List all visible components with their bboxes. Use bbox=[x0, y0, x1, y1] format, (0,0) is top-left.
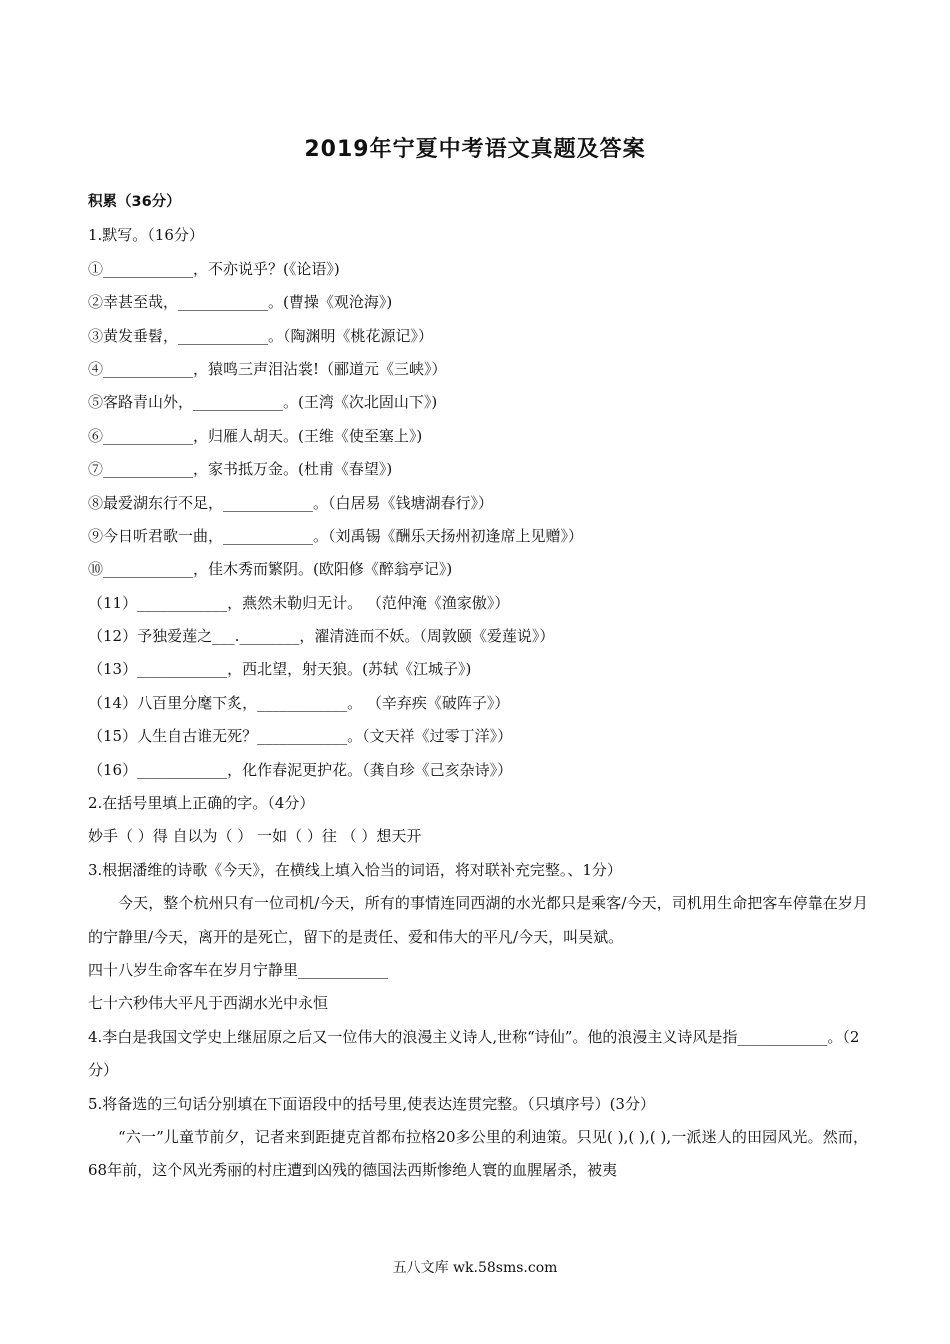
text-line: ⑤客路青山外，____________。(王湾《次北固山下》) bbox=[88, 393, 438, 412]
text-line: （14）八百里分麾下炙，____________。 （辛弃疾《破阵子》） bbox=[88, 693, 510, 712]
passage-paragraph: “六一”儿童节前夕，记者来到距捷克首都布拉格20多公里的利迪策。只见( ),( ),( ),一派迷人的田园风光。然而，68年前，这个风光秀丽的村庄遭到凶残的德国法西斯惨绝人寰的血腥屠杀，被夷 bbox=[88, 1128, 868, 1180]
text-line: ②幸甚至哉，____________。(曹操《观沧海》) bbox=[88, 293, 393, 312]
text-line: 七十六秒伟大平凡于西湖水光中永恒 bbox=[88, 994, 329, 1013]
text-line: 2.在括号里填上正确的字。（4分） bbox=[88, 794, 315, 813]
text-line: ④____________，猿鸣三声泪沾裳!（郦道元《三峡》） bbox=[88, 359, 447, 378]
section-heading: 积累（36分） bbox=[88, 194, 181, 210]
text-line: ⑦____________，家书抵万金。(杜甫《春望》) bbox=[88, 460, 393, 479]
text-line: 3.根据潘维的诗歌《今天》，在横线上填入恰当的词语，将对联补充完整。、1分） bbox=[88, 860, 622, 879]
text-line: （13）____________，西北望，射天狼。(苏轼《江城子》) bbox=[88, 660, 472, 679]
page-title: 2019年宁夏中考语文真题及答案 bbox=[304, 137, 646, 162]
text-line: ⑩____________，佳木秀而繁阴。(欧阳修《醉翁亭记》) bbox=[88, 560, 453, 579]
text-line: 四十八岁生命客车在岁月宁静里____________ bbox=[88, 961, 389, 980]
text-line: ⑧最爱湖东行不足，____________。（白居易《钱塘湖春行》） bbox=[88, 493, 494, 512]
text-line: ①____________，不亦说乎？(《论语》) bbox=[88, 259, 340, 278]
text-line: （11）____________，燕然未勒归无计。 （范仲淹《渔家傲》） bbox=[88, 593, 510, 612]
poem-paragraph: 今天，整个杭州只有一位司机/今天，所有的事情连同西湖的水光都只是乘客/今天，司机用生命把客车停靠在岁月的宁静里/今天，离开的是死亡，留下的是责任、爱和伟大的平凡/今天，叫吴斌。 bbox=[88, 894, 868, 946]
question-4: 4.李白是我国文学史上继屈原之后又一位伟大的浪漫主义诗人,世称“诗仙”。他的浪漫主义诗风是指____________。（2分） bbox=[88, 1027, 860, 1080]
text-line: ③黄发垂髫，____________。（陶渊明《桃花源记》） bbox=[88, 326, 434, 345]
document-body bbox=[88, 186, 868, 1188]
text-line: （12）予独爱莲之___.________，濯清涟而不妖。（周敦颐《爱莲说》） bbox=[88, 627, 555, 646]
text-line: ⑨今日听君歌一曲，____________。（刘禹锡《酬乐天扬州初逢席上见赠》） bbox=[88, 526, 584, 545]
text-line: 妙手（ ）得 自以为（ ） 一如（ ）往 （ ）想天开 bbox=[88, 827, 422, 846]
question-5: 5.将备选的三句话分别填在下面语段中的括号里,使表达连贯完整。（只填序号）(3分） bbox=[88, 1094, 655, 1113]
text-line: ⑥____________，归雁人胡天。(王维《使至塞上》) bbox=[88, 426, 423, 445]
text-line: （16）____________，化作春泥更护花。（龚自珍《己亥杂诗》） bbox=[88, 760, 513, 779]
text-line: （15）人生自古谁无死？____________。（文天祥《过零丁洋》） bbox=[88, 727, 513, 746]
text-line: 1.默写。（16分） bbox=[88, 226, 204, 245]
footer-watermark: 五八文库 wk.58sms.com bbox=[392, 1260, 558, 1276]
